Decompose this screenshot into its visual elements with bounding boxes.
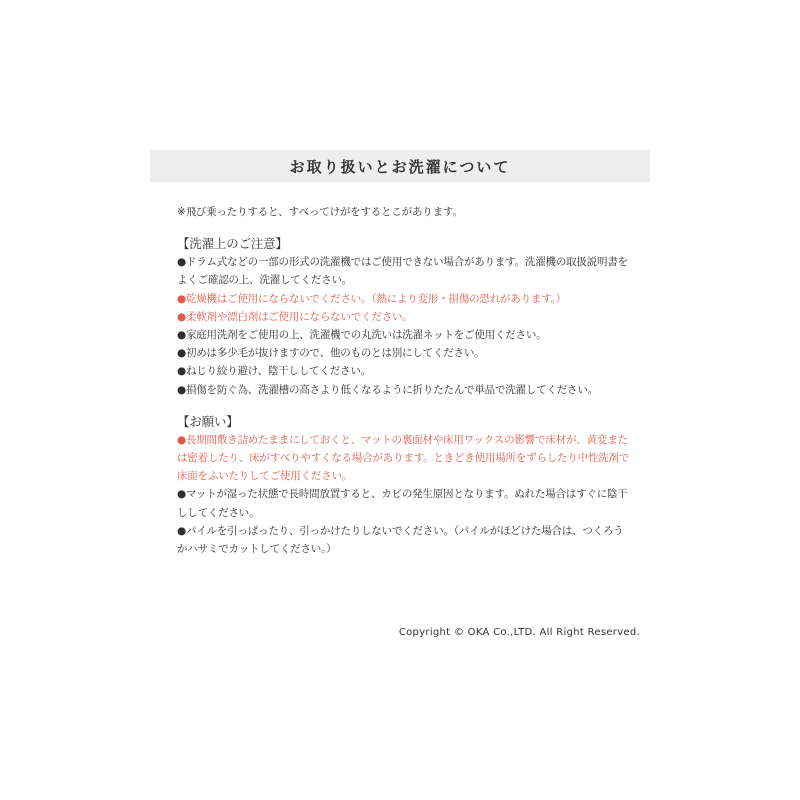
request-line: ●マットが湿った状態で長時間放置すると、カビの発生原因となります。ぬれた場合はすぐに陰干: [177, 488, 628, 501]
request-warning-line: 床面をふいたりしてご使用ください。: [177, 470, 353, 483]
washing-line: ●ドラム式などの一部の形式の洗濯機ではご使用できない場合があります。洗濯機の取扱説明書を: [177, 256, 628, 269]
request-warning-line: は密着したり、床がすべりやすくなる場合があります。ときどき使用場所をずらしたり中性洗剤で: [177, 452, 630, 465]
washing-line: ●損傷を防ぐ為、洗濯槽の高さより低くなるように折りたたんで単品で洗濯してください。: [177, 383, 598, 396]
request-line: かハサミでカットしてください。）: [177, 543, 337, 556]
washing-line: ●ねじり絞り避け、陰干ししてください。: [177, 365, 371, 378]
note-text: ※飛び乗ったりすると、すべってけがをするとこがあります。: [177, 206, 463, 218]
washing-warning-line: ●柔軟剤や漂白剤はご使用にならないでください。: [177, 310, 413, 323]
request-line: ししてください。: [177, 506, 260, 519]
copyright-text: Copyright © OKA Co.,LTD. All Right Reserved.: [398, 627, 640, 638]
title-band: [150, 150, 650, 182]
request-section-heading: 【お願い】: [177, 413, 239, 429]
washing-warning-line: ●乾燥機はご使用にならないでください。（熱により変形・損傷の恐れがあります。）: [177, 292, 567, 305]
request-warning-line: ●長期間敷き詰めたままにしておくと、マットの裏面材や床用ワックスの影響で床材が、黄変また: [177, 433, 628, 446]
care-instructions: [177, 203, 630, 558]
washing-line: ●家庭用洗剤をご使用の上、洗濯機での丸洗いは洗濯ネットをご使用ください。: [177, 329, 547, 342]
page-title: お取り扱いとお洗濯について: [289, 157, 511, 176]
washing-line: よくご確認の上、洗濯してください。: [177, 274, 353, 287]
request-line: ●パイルを引っぱったり、引っかけたりしないでください。（パイルがほどけた場合は、つくろう: [177, 524, 624, 537]
washing-section-heading: 【洗濯上のご注意】: [177, 236, 288, 252]
washing-line: ●初めは多少毛が抜けますので、他のものとは別にしてください。: [177, 347, 485, 360]
